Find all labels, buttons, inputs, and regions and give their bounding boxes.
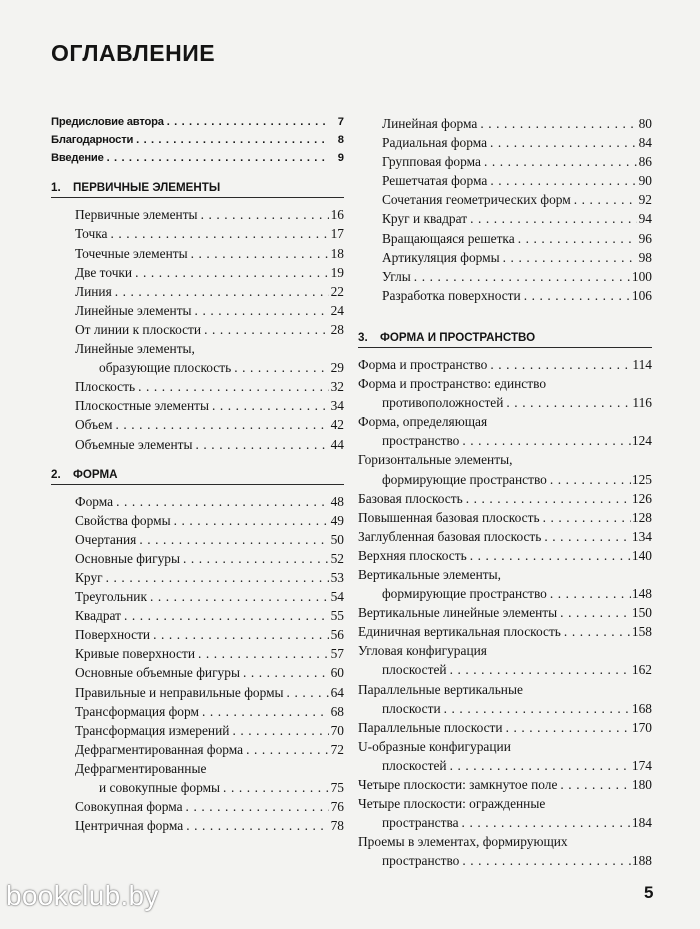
dot-leader [115,282,329,301]
toc-entry-title: Круг и квадрат [382,211,468,227]
toc-entry-page: 24 [330,302,344,318]
toc-entry[interactable] [358,832,652,870]
dot-leader [116,492,329,511]
toc-entry[interactable] [51,759,344,797]
dot-leader [232,721,329,740]
toc-entry-title: Параллельные плоскости [358,719,503,735]
toc-entry-title: Свойства формы [75,512,171,528]
toc-entry-continuation [358,584,652,603]
toc-entry-page: 56 [330,627,344,643]
dot-leader [212,396,329,415]
toc-entry[interactable] [51,435,344,454]
toc-entry[interactable] [51,150,344,168]
toc-entry[interactable] [358,546,652,565]
toc-entry-title: Центричная форма [75,818,184,834]
toc-entry[interactable] [358,718,652,737]
toc-entry-page: 188 [631,853,652,869]
toc-entry[interactable] [358,527,652,546]
toc-entry-continuation [75,358,344,377]
toc-entry-page: 64 [330,684,344,700]
toc-entry-title: Форма [75,493,114,509]
dot-leader [195,301,329,320]
dot-leader [186,816,329,835]
section-heading[interactable] [358,331,652,348]
toc-entry-title: Разработка поверхности [382,287,521,303]
toc-entry[interactable] [51,301,344,320]
toc-entry[interactable] [51,816,344,835]
toc-entry-title: Первичные элементы [75,207,198,223]
toc-entry-title: Горизонтальные элементы, [358,452,513,468]
toc-entry-title: Углы [382,268,411,284]
dot-leader [518,229,637,248]
toc-entry[interactable] [51,721,344,740]
toc-entry-page: 57 [330,646,344,662]
toc-entry-title: Решетчатая форма [382,173,488,189]
dot-leader [183,549,329,568]
toc-entry-page: 128 [631,509,652,525]
toc-entry-title: Линейные элементы, [75,341,195,357]
toc-entry-page: 98 [638,249,652,265]
toc-entry-title: Параллельные вертикальные [358,681,523,697]
toc-entry-title: Предисловие автора [51,116,164,128]
toc-entry[interactable] [51,797,344,816]
toc-entry[interactable] [51,263,344,282]
dot-leader [191,244,329,263]
toc-entry-page: 52 [330,550,344,566]
toc-entry-page: 72 [330,741,344,757]
toc-entry-title: Проемы в элементах, формирующих [358,834,568,850]
dot-leader [124,606,329,625]
toc-entry-page: 9 [337,151,344,164]
toc-entry[interactable] [51,549,344,568]
toc-entry-page: 19 [330,264,344,280]
toc-entry[interactable] [51,339,344,377]
dot-leader [450,756,631,775]
toc-entry[interactable] [358,267,652,286]
toc-entry-title: Треугольник [75,589,147,605]
toc-entry[interactable] [51,132,344,150]
toc-entry[interactable] [51,224,344,243]
toc-entry-page: 78 [330,818,344,834]
toc-entry[interactable] [51,568,344,587]
section-heading[interactable] [51,181,344,198]
toc-entry-title: Линейная форма [382,116,478,131]
dot-leader [153,625,329,644]
toc-entry-title: Линейные элементы [75,302,192,318]
toc-entry-page: 114 [632,356,652,372]
toc-entry-title: противоположностей [382,395,504,411]
dot-leader [462,431,631,450]
toc-entry-page: 16 [330,207,344,223]
toc-entry-title: Форма и пространство: единство [358,376,547,392]
dot-leader [234,358,329,377]
toc-entry-title: плоскости [382,700,441,716]
toc-entry-title: Точечные элементы [75,245,188,261]
dot-leader [480,114,637,133]
toc-entry[interactable] [358,680,652,718]
toc-entry-title: Четыре плоскости: огражденные [358,796,546,812]
toc-entry[interactable] [358,622,652,641]
section-number: 3. [358,330,368,344]
dot-leader [111,224,329,243]
toc-entry[interactable] [51,492,344,511]
toc-entry-continuation [358,431,652,450]
toc-entry-page: 134 [631,528,652,544]
toc-entry-page: 125 [631,471,652,487]
toc-entry[interactable] [51,683,344,702]
toc-entry[interactable] [358,286,652,305]
section-title: ФОРМА [73,467,118,481]
toc-entry-title: Форма и пространство [358,356,488,372]
toc-entry-page: 34 [330,398,344,414]
toc-entry-title: формирующие пространство [382,471,547,487]
toc-entry[interactable] [358,794,652,832]
toc-entry-page: 150 [631,605,652,621]
toc-entry-page: 168 [631,700,652,716]
toc-entry-title: пространство [382,853,460,869]
dot-leader [116,415,330,434]
toc-entry-title: Совокупная форма [75,799,183,815]
section-title: ФОРМА И ПРОСТРАНСТВО [380,330,536,344]
toc-entry-title: образующие плоскость [99,360,232,376]
toc-entry-title: От линии к плоскости [75,321,202,337]
toc-entry-title: Точка [75,226,108,242]
toc-entry[interactable] [51,606,344,625]
toc-entry-page: 96 [638,230,652,246]
dot-leader [550,470,631,489]
toc-entry-page: 174 [631,757,652,773]
dot-leader [138,377,329,396]
dot-leader [198,644,329,663]
toc-entry-title: Вертикальные элементы, [358,566,501,582]
toc-entry[interactable] [51,644,344,663]
toc-entry-title: Заглубленная базовая плоскость [358,528,542,544]
toc-entry[interactable] [358,775,652,794]
toc-entry[interactable] [51,587,344,606]
toc-entry-title: Плоскость [75,379,136,395]
toc-entry-page: 70 [330,722,344,738]
dot-leader [107,150,329,168]
toc-entry-page: 106 [631,287,652,303]
dot-leader [564,622,631,641]
toc-entry[interactable] [358,171,652,190]
toc-entry-page: 148 [631,586,652,602]
toc-entry[interactable] [358,508,652,527]
toc-entry-continuation [75,778,344,797]
toc-entry-title: Очертания [75,531,137,547]
dot-leader [490,133,637,152]
toc-entry-title: Четыре плоскости: замкнутое поле [358,777,558,792]
dot-leader [202,702,329,721]
toc-entry-title: Верхняя плоскость [358,547,467,563]
dot-leader [560,775,631,794]
toc-entry-page: 162 [631,662,652,678]
toc-entry-title: Объем [75,417,113,433]
toc-entry-page: 84 [638,135,652,151]
toc-entry[interactable] [358,133,652,152]
toc-entry-title: Повышенная базовая плоскость [358,509,540,525]
toc-entry-page: 68 [330,703,344,719]
toc-entry[interactable] [51,244,344,263]
toc-entry-page: 28 [330,321,344,337]
toc-entry-title: Линия [75,283,112,299]
toc-entry[interactable] [358,565,652,603]
toc-entry[interactable] [51,663,344,682]
dot-leader [560,603,631,622]
toc-entry[interactable] [358,355,652,374]
dot-leader [150,587,329,606]
dot-leader [550,584,631,603]
toc-entry[interactable] [358,737,652,775]
toc-entry-title: Артикуляция формы [382,249,500,265]
dot-leader [484,152,637,171]
toc-entry[interactable] [358,603,652,622]
toc-entry-page: 140 [631,547,652,563]
toc-entry[interactable] [358,489,652,508]
dot-leader [503,248,637,267]
toc-entry-page: 126 [631,490,652,506]
dot-leader [287,683,329,702]
dot-leader [223,778,329,797]
toc-entry-title: Трансформация измерений [75,722,230,738]
toc-entry-page: 17 [330,226,344,242]
toc-entry-page: 80 [638,116,652,131]
toc-entry[interactable] [358,374,652,412]
dot-leader [462,813,631,832]
toc-entry-title: Групповая форма [382,154,481,170]
toc-entry[interactable] [358,152,652,171]
toc-entry-page: 22 [330,283,344,299]
toc-entry-title: плоскостей [382,757,447,773]
toc-entry-title: и совокупные формы [99,780,221,796]
toc-entry-continuation [358,393,652,412]
toc-entry-page: 92 [638,192,652,208]
dot-leader [135,263,329,282]
toc-entry-title: Правильные и неправильные формы [75,684,284,700]
dot-leader [490,171,637,190]
toc-entry-page: 158 [631,624,652,640]
dot-leader [506,393,631,412]
toc-entry[interactable] [358,190,652,209]
toc-entry[interactable] [51,377,344,396]
dot-leader [174,511,329,530]
dot-leader [196,435,329,454]
toc-entry-title: пространства [382,815,459,831]
toc-entry-page: 53 [330,569,344,585]
page-number: 5 [644,883,654,902]
toc-entry[interactable] [358,641,652,679]
toc-entry-title: Дефрагментированные [75,760,207,776]
toc-entry-page: 184 [631,815,652,831]
toc-entry-page: 86 [638,154,652,170]
toc-entry-continuation [358,756,652,775]
toc-entry-title: Радиальная форма [382,135,488,151]
toc-entry-continuation [358,660,652,679]
toc-entry-page: 75 [330,780,344,796]
toc-entry-title: Угловая конфигурация [358,643,487,659]
page-title: ОГЛАВЛЕНИЕ [51,40,216,66]
toc-entry-page: 32 [330,379,344,395]
toc-entry-continuation [358,699,652,718]
section-number: 1. [51,181,61,195]
toc-entry[interactable] [358,248,652,267]
dot-leader [524,286,631,305]
toc-entry-title: Единичная вертикальная плоскость [358,624,561,640]
dot-leader [450,660,631,679]
toc-entry-page: 54 [330,589,344,605]
dot-leader [106,568,329,587]
toc-column-left [51,114,344,835]
toc-entry-title: Основные объемные фигуры [75,665,240,681]
dot-leader [506,718,631,737]
dot-leader [139,530,329,549]
section-heading[interactable] [51,468,344,485]
toc-entry[interactable] [51,396,344,415]
toc-entry-title: Квадрат [75,608,121,624]
toc-entry-title: Введение [51,151,104,164]
dot-leader [204,320,329,339]
dot-leader [470,209,637,228]
toc-entry-page: 44 [330,436,344,452]
section-title: ПЕРВИЧНЫЕ ЭЛЕМЕНТЫ [73,181,221,195]
dot-leader [167,114,329,132]
toc-entry[interactable] [358,229,652,248]
dot-leader [243,663,329,682]
toc-entry-title: Дефрагментированная форма [75,741,244,757]
toc-entry[interactable] [51,530,344,549]
toc-entry[interactable] [358,114,652,133]
toc-entry-page: 49 [330,512,344,528]
toc-entry-page: 50 [330,531,344,547]
toc-entry-page: 8 [337,133,344,146]
toc-entry-page: 124 [631,433,652,449]
toc-entry-title: Вертикальные линейные элементы [358,605,558,621]
toc-entry[interactable] [51,511,344,530]
toc-entry-page: 7 [337,116,344,128]
toc-entry-page: 94 [638,211,652,227]
toc-entry[interactable] [51,702,344,721]
toc-entry[interactable] [51,282,344,301]
toc-entry-page: 180 [631,777,652,792]
toc-entry-page: 76 [330,799,344,815]
dot-leader [462,851,631,870]
toc-entry-title: формирующие пространство [382,586,547,602]
toc-entry-title: Трансформация форм [75,703,199,719]
toc-entry-continuation [358,813,652,832]
dot-leader [444,699,631,718]
toc-entry-title: Поверхности [75,627,151,643]
dot-leader [490,355,631,374]
toc-entry-title: Вращающаяся решетка [382,230,515,246]
dot-leader [201,205,329,224]
toc-entry[interactable] [51,205,344,224]
toc-entry-title: пространство [382,433,460,449]
toc-entry-page: 100 [631,268,652,284]
toc-entry-page: 90 [638,173,652,189]
dot-leader [414,267,631,286]
toc-entry-page: 42 [330,417,344,433]
toc-entry[interactable] [51,415,344,434]
toc-entry-title: плоскостей [382,662,447,678]
watermark: bookclub.by [6,880,159,911]
toc-entry-page: 60 [330,665,344,681]
dot-leader [470,546,631,565]
toc-entry[interactable] [51,114,344,132]
toc-entry-title: Основные фигуры [75,550,180,566]
toc-entry[interactable] [51,740,344,759]
toc-entry-continuation [358,470,652,489]
toc-entry[interactable] [358,412,652,450]
section-number: 2. [51,467,61,481]
toc-entry-title: Круг [75,569,103,585]
toc-entry-page: 116 [632,395,652,411]
dot-leader [136,132,329,150]
toc-entry[interactable] [51,625,344,644]
toc-entry-title: Благодарности [51,133,134,146]
dot-leader [246,740,329,759]
toc-entry-page: 170 [631,719,652,735]
toc-entry-continuation [358,851,652,870]
toc-entry[interactable] [358,450,652,488]
toc-entry[interactable] [51,320,344,339]
dot-leader [543,508,631,527]
toc-entry-page: 55 [330,608,344,624]
toc-entry-title: Плоскостные элементы [75,398,209,414]
toc-entry-title: Сочетания геометрических форм [382,192,571,208]
toc-entry-page: 48 [330,493,344,509]
toc-entry-title: Форма, определяющая [358,414,488,430]
dot-leader [186,797,329,816]
toc-entry-page: 18 [330,245,344,261]
toc-entry-title: U-образные конфигурации [358,738,511,754]
toc-entry-title: Базовая плоскость [358,490,463,506]
toc-entry-title: Кривые поверхности [75,646,195,662]
dot-leader [544,527,631,546]
toc-entry-page: 29 [330,360,344,376]
dot-leader [466,489,631,508]
dot-leader [574,190,637,209]
toc-column-right [358,114,652,870]
toc-entry-title: Две точки [75,264,133,280]
toc-entry[interactable] [358,209,652,228]
toc-entry-title: Объемные элементы [75,436,193,452]
